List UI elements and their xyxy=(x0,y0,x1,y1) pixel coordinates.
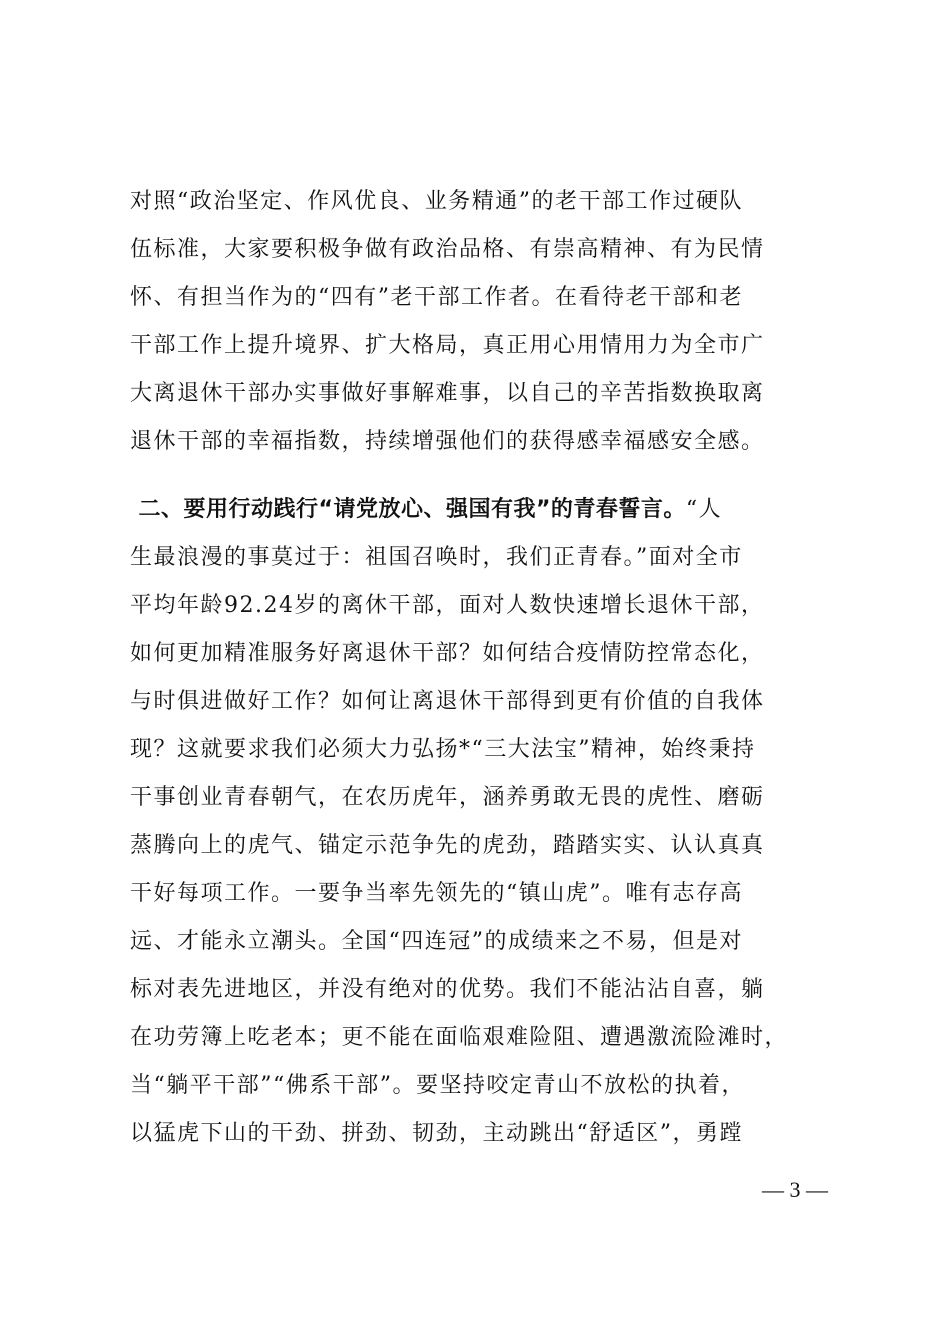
text-line: 退休干部的幸福指数，持续增强他们的获得感幸福感安全感。 xyxy=(130,429,765,454)
text-line: 在功劳簿上吃老本；更不能在面临艰难险阻、遭遇激流险滩时， xyxy=(130,1025,789,1050)
text-line: 标对表先进地区，并没有绝对的优势。我们不能沾沾自喜，躺 xyxy=(130,977,765,1002)
text-line: 以猛虎下山的干劲、拼劲、韧劲，主动跳出“舒适区”，勇蹚 xyxy=(130,1121,743,1146)
text-line: 大离退休干部办实事做好事解难事，以自己的辛苦指数换取离 xyxy=(130,381,765,406)
heading-line xyxy=(130,486,830,534)
text-line: 如何更加精准服务好离退休干部？如何结合疫情防控常态化， xyxy=(130,641,765,666)
text-line: 怀、有担当作为的“四有”老干部工作者。在看待老干部和老 xyxy=(130,285,743,310)
text-line: 当“躺平干部”“佛系干部”。要坚持咬定青山不放松的执着， xyxy=(130,1073,745,1098)
page-number: — 3 — xyxy=(762,1177,828,1202)
section-heading: 二、要用行动践行“请党放心、强国有我”的青春誓言。 xyxy=(138,497,686,522)
text-line: 平均年龄92.24岁的离休干部，面对人数快速增长退休干部， xyxy=(130,593,765,618)
paragraph-2 xyxy=(130,486,830,1158)
text-line: 干部工作上提升境界、扩大格局，真正用心用情用力为全市广 xyxy=(130,333,765,358)
text-line: 干好每项工作。一要争当率先领先的“镇山虎”。唯有志存高 xyxy=(130,881,743,906)
text-line: 伍标准，大家要积极争做有政治品格、有崇高精神、有为民情 xyxy=(130,237,765,262)
text-line: 远、才能永立潮头。全国“四连冠”的成绩来之不易，但是对 xyxy=(130,929,743,954)
heading-tail: “人 xyxy=(685,497,723,522)
text-line: 与时俱进做好工作？如何让离退休干部得到更有价值的自我体 xyxy=(130,689,765,714)
text-line: 现？这就要求我们必须大力弘扬*“三大法宝”精神，始终秉持 xyxy=(130,737,756,762)
text-line: 干事创业青春朝气，在农历虎年，涵养勇敢无畏的虎性、磨砺 xyxy=(130,785,765,810)
text-line: 蒸腾向上的虎气、锚定示范争先的虎劲，踏踏实实、认认真真 xyxy=(130,833,765,858)
text-line: 生最浪漫的事莫过于：祖国召唤时，我们正青春。”面对全市 xyxy=(130,545,743,570)
text-line: 对照“政治坚定、作风优良、业务精通”的老干部工作过硬队 xyxy=(130,189,743,214)
paragraph-1 xyxy=(130,178,830,466)
